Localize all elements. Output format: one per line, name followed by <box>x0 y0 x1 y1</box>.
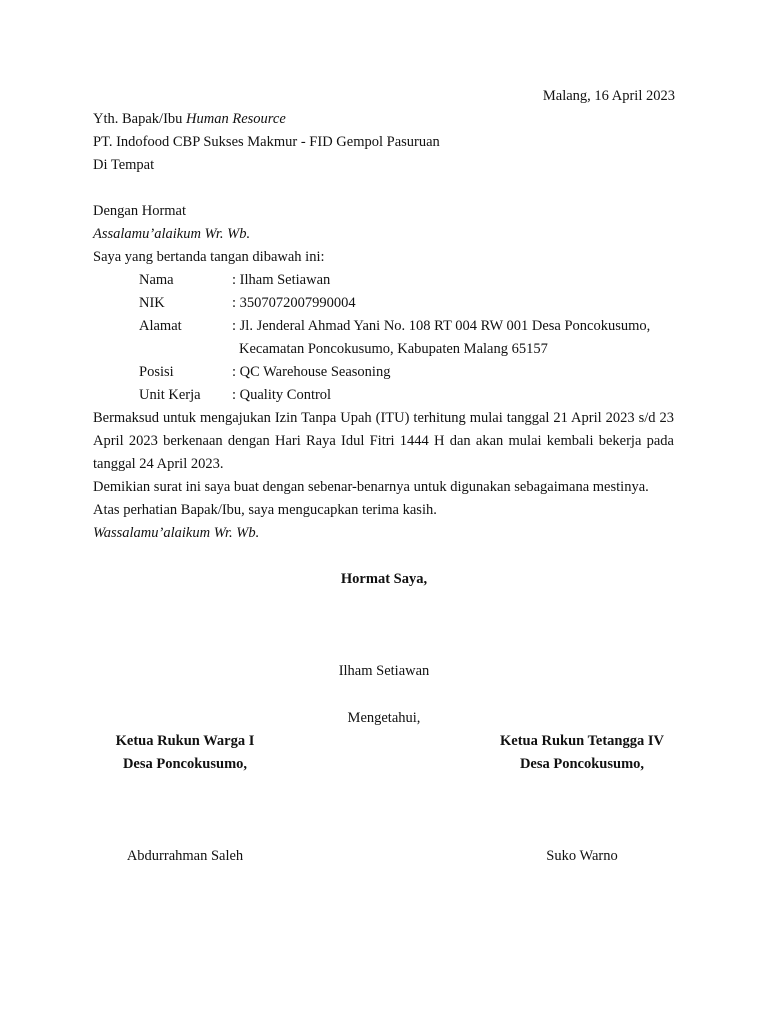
recipient-line <box>93 110 286 128</box>
identity-label: NIK <box>139 295 165 311</box>
identity-value: : Ilham Setiawan <box>232 272 331 288</box>
identity-label: Nama <box>139 272 174 288</box>
identity-label: Posisi <box>139 364 174 380</box>
witness-left-village: Desa Poncokusumo, <box>122 756 248 772</box>
witness-right-name: Suko Warno <box>546 848 618 864</box>
identity-value: : QC Warehouse Seasoning <box>232 364 391 380</box>
identity-label: Unit Kerja <box>139 387 201 403</box>
salam-close: Wassalamu’alaikum Wr. Wb. <box>93 525 260 541</box>
salam-open: Assalamu’alaikum Wr. Wb. <box>93 226 251 242</box>
intro-text: Saya yang bertanda tangan dibawah ini: <box>93 249 325 265</box>
recipient-role: Human Resource <box>186 111 286 127</box>
identity-value: : 3507072007990004 <box>232 295 356 311</box>
acknowledged-label: Mengetahui, <box>347 710 421 726</box>
recipient-prefix: Yth. Bapak/Ibu <box>93 111 187 127</box>
identity-value-continuation: Kecamatan Poncokusumo, Kabupaten Malang 65157 <box>239 341 548 357</box>
identity-value: : Quality Control <box>232 387 332 403</box>
signer-name: Ilham Setiawan <box>338 663 430 679</box>
body-line: Bermaksud untuk mengajukan Izin Tanpa Upah (ITU) terhitung mulai tanggal 21 April 2023 s/d 23 <box>93 410 674 426</box>
recipient-company: PT. Indofood CBP Sukses Makmur - FID Gempol Pasuruan <box>93 134 440 150</box>
body-line: tanggal 24 April 2023. <box>93 456 224 472</box>
identity-value: : Jl. Jenderal Ahmad Yani No. 108 RT 004 RW 001 Desa Poncokusumo, <box>232 318 651 334</box>
witness-left-title: Ketua Rukun Warga I <box>115 733 255 749</box>
place-date: Malang, 16 April 2023 <box>542 88 675 104</box>
closing-statement: Demikian surat ini saya buat dengan sebenar-benarnya untuk digunakan sebagaimana mestinya. <box>93 479 649 495</box>
identity-label: Alamat <box>139 318 182 334</box>
greeting: Dengan Hormat <box>93 203 187 219</box>
sign-off: Hormat Saya, <box>340 571 428 587</box>
recipient-location: Di Tempat <box>93 157 155 173</box>
witness-right-title: Ketua Rukun Tetangga IV <box>500 733 664 749</box>
witness-left-name: Abdurrahman Saleh <box>126 848 244 864</box>
body-line: April 2023 berkenaan dengan Hari Raya Idul Fitri 1444 H dan akan mulai kembali bekerja pada <box>93 433 674 449</box>
thanks-text: Atas perhatian Bapak/Ibu, saya mengucapkan terima kasih. <box>93 502 437 518</box>
witness-right-village: Desa Poncokusumo, <box>519 756 645 772</box>
